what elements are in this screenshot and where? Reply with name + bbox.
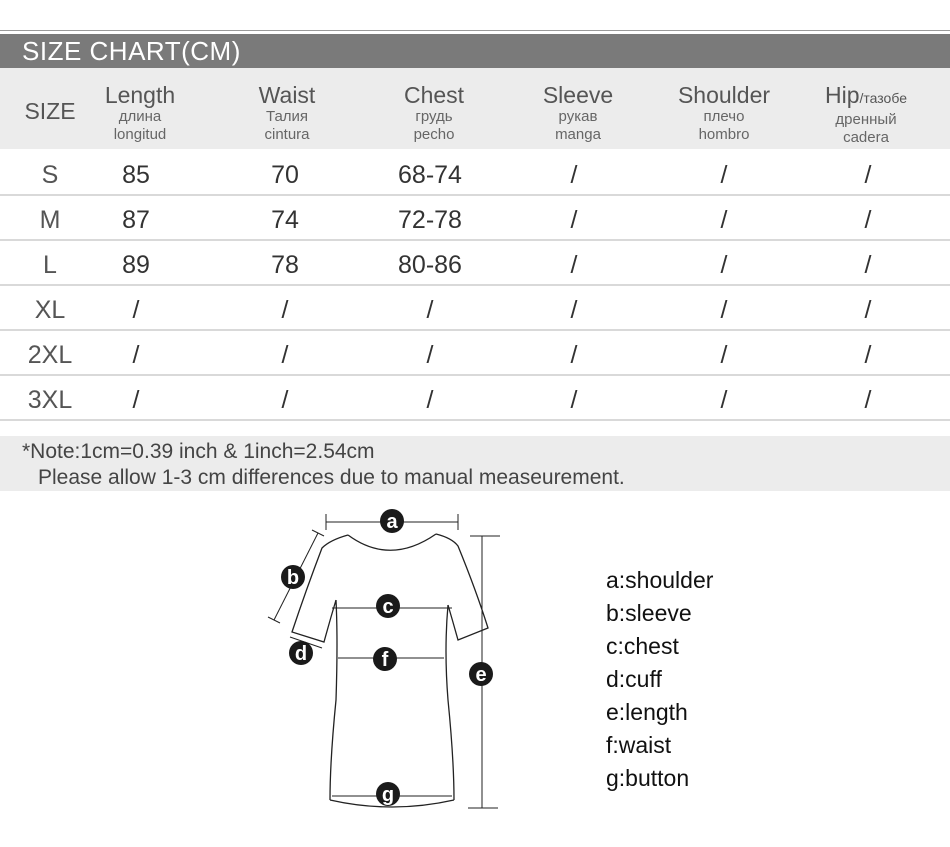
- legend-item-length: e:length: [606, 699, 688, 725]
- header-length-ru: длина: [118, 108, 162, 125]
- cell-sleeve: /: [570, 386, 578, 414]
- cell-hip: /: [864, 341, 872, 369]
- cell-waist: 74: [271, 206, 299, 234]
- header-sleeve-ru: рукав: [558, 108, 598, 125]
- marker-g-label: g: [381, 784, 395, 806]
- cell-hip: /: [864, 206, 872, 234]
- note-conversion: *Note:1cm=0.39 inch & 1inch=2.54cm: [22, 440, 375, 463]
- cell-chest: /: [426, 341, 434, 369]
- cell-waist: /: [281, 341, 289, 369]
- marker-b-label: b: [286, 567, 300, 589]
- header-shoulder-ru: плечо: [703, 108, 745, 125]
- header-chest-ru: грудь: [415, 108, 453, 125]
- legend-item-shoulder: a:shoulder: [606, 567, 714, 593]
- header-size-label: SIZE: [24, 98, 76, 124]
- cell-hip: /: [864, 296, 872, 324]
- header-sleeve-label: Sleeve: [542, 82, 614, 108]
- legend-item-sleeve: b:sleeve: [606, 600, 692, 626]
- marker-a: [380, 509, 404, 533]
- header-waist-es: cintura: [264, 126, 310, 143]
- cell-chest: 80-86: [398, 251, 462, 279]
- cell-shoulder: /: [720, 296, 728, 324]
- cell-waist: /: [281, 386, 289, 414]
- header-chest-es: pecho: [413, 126, 455, 143]
- cell-length: 85: [122, 161, 150, 189]
- marker-a-label: a: [386, 511, 398, 533]
- marker-g: [376, 782, 400, 806]
- header-hip-ru: дренный: [835, 111, 897, 128]
- cell-hip: /: [864, 251, 872, 279]
- header-length-es: longitud: [113, 126, 167, 143]
- header-length-label: Length: [104, 82, 176, 108]
- cell-size: XL: [34, 296, 66, 324]
- header-sleeve-es: manga: [555, 126, 601, 143]
- cell-sleeve: /: [570, 161, 578, 189]
- marker-e: [469, 662, 493, 686]
- cell-hip: /: [864, 161, 872, 189]
- cell-sleeve: /: [570, 296, 578, 324]
- cell-hip: /: [864, 386, 872, 414]
- note-tolerance: Please allow 1-3 cm differences due to manual measeurement.: [38, 466, 625, 489]
- cell-sleeve: /: [570, 341, 578, 369]
- marker-f-label: f: [381, 649, 389, 671]
- cell-shoulder: /: [720, 386, 728, 414]
- legend-item-button: g:button: [606, 765, 690, 791]
- cell-shoulder: /: [720, 206, 728, 234]
- cell-shoulder: /: [720, 251, 728, 279]
- cell-length: 89: [122, 251, 150, 279]
- cell-chest: /: [426, 386, 434, 414]
- legend-item-chest: c:chest: [606, 633, 679, 659]
- cell-size: S: [41, 161, 59, 189]
- cell-waist: 70: [271, 161, 299, 189]
- cell-length: 87: [122, 206, 150, 234]
- cell-shoulder: /: [720, 161, 728, 189]
- header-hip-suffix: /тазобе: [859, 90, 907, 106]
- cell-size: 2XL: [27, 341, 73, 369]
- cell-length: /: [132, 386, 140, 414]
- cell-size: M: [39, 206, 61, 234]
- page-title: SIZE CHART(CM): [22, 36, 241, 66]
- cell-length: /: [132, 296, 140, 324]
- header-hip-label: Hip: [825, 82, 860, 108]
- header-waist-ru: Талия: [265, 108, 309, 125]
- marker-b: [281, 565, 305, 589]
- legend-item-cuff: d:cuff: [606, 666, 662, 692]
- cell-length: /: [132, 341, 140, 369]
- marker-c: [376, 594, 400, 618]
- marker-d-label: d: [294, 643, 308, 665]
- cell-chest: 68-74: [398, 161, 462, 189]
- marker-f: [373, 647, 397, 671]
- cell-waist: /: [281, 296, 289, 324]
- header-shoulder-label: Shoulder: [677, 82, 771, 108]
- cell-chest: /: [426, 296, 434, 324]
- marker-e-label: e: [475, 664, 487, 686]
- marker-d: [289, 641, 313, 665]
- measurement-legend: [606, 564, 713, 795]
- cell-shoulder: /: [720, 341, 728, 369]
- cell-sleeve: /: [570, 251, 578, 279]
- cell-chest: 72-78: [398, 206, 462, 234]
- header-waist-label: Waist: [258, 82, 316, 108]
- header-shoulder-es: hombro: [698, 126, 750, 143]
- marker-c-label: c: [382, 596, 394, 618]
- legend-item-waist: f:waist: [606, 732, 672, 758]
- cell-size: 3XL: [27, 386, 73, 414]
- cell-waist: 78: [271, 251, 299, 279]
- header-chest-label: Chest: [403, 82, 465, 108]
- cell-size: L: [43, 251, 57, 279]
- dress-outline: [292, 534, 488, 807]
- header-hip-es: cadera: [843, 129, 889, 146]
- cell-sleeve: /: [570, 206, 578, 234]
